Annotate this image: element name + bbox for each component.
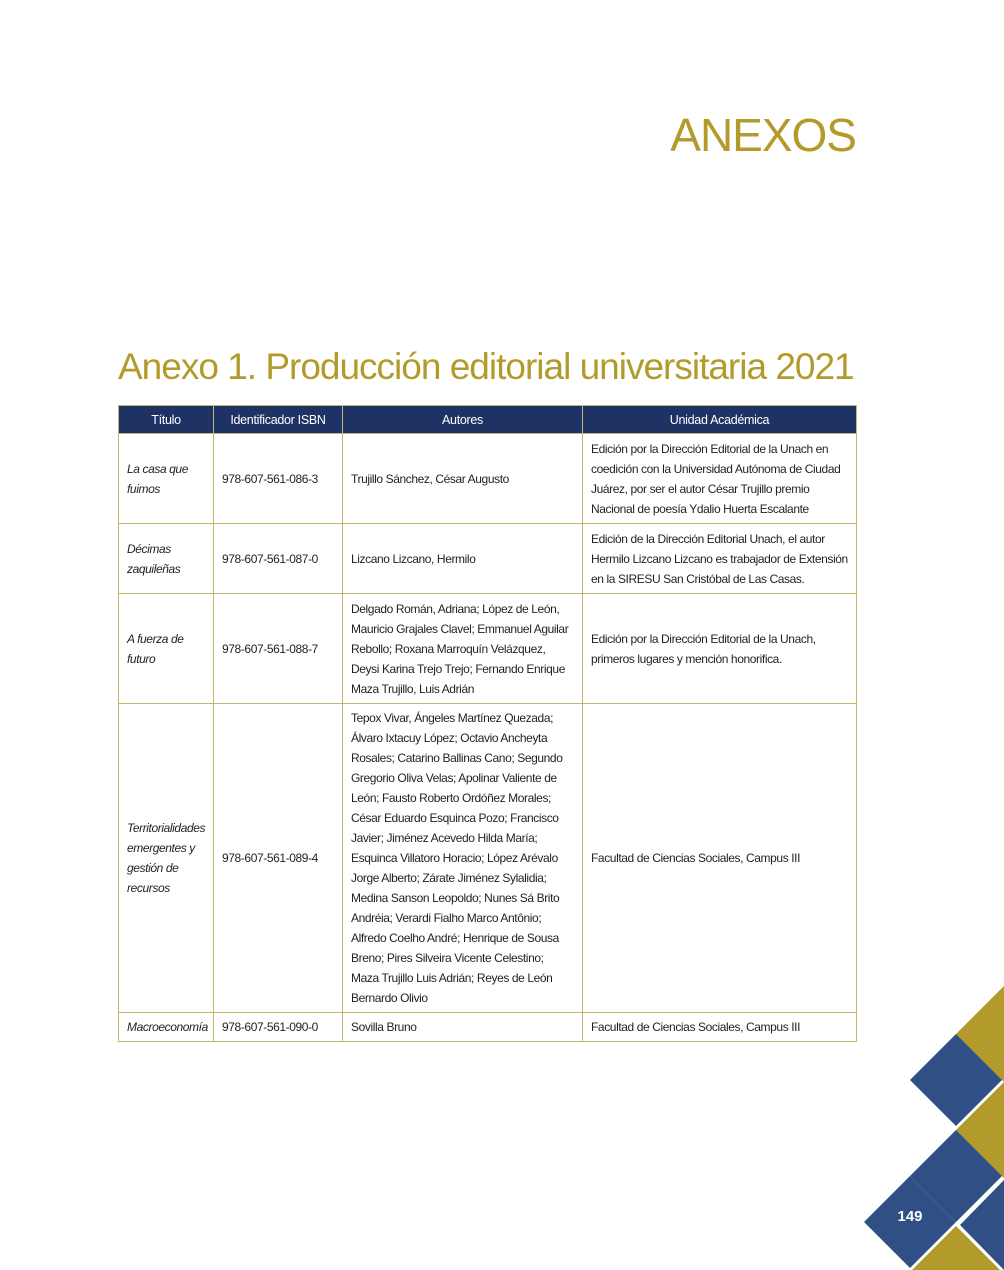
cell-isbn: 978-607-561-086-3 — [214, 434, 343, 524]
cell-isbn: 978-607-561-089-4 — [214, 704, 343, 1013]
cell-autores: Delgado Román, Adriana; López de León, Mauricio Grajales Clavel; Emmanuel Aguilar Rebollo; Roxana Marroquín Velázquez, Deysi Karina Trejo Trejo; Fernando Enrique Maza Trujillo, Luis Adrián — [343, 594, 583, 704]
column-header-isbn: Identificador ISBN — [214, 406, 343, 434]
cell-isbn: 978-607-561-088-7 — [214, 594, 343, 704]
cell-autores: Trujillo Sánchez, César Augusto — [343, 434, 583, 524]
cell-isbn: 978-607-561-090-0 — [214, 1013, 343, 1042]
column-header-unidad: Unidad Académica — [583, 406, 857, 434]
page-number: 149 — [897, 1208, 923, 1225]
cell-titulo: Territorialidades emergentes y gestión de recursos — [119, 704, 214, 1013]
cell-titulo: A fuerza de futuro — [119, 594, 214, 704]
cell-autores: Lizcano Lizcano, Hermilo — [343, 524, 583, 594]
cell-titulo: Macroeconomía — [119, 1013, 214, 1042]
section-title: ANEXOS — [670, 109, 856, 161]
cell-unidad: Facultad de Ciencias Sociales, Campus III — [583, 704, 857, 1013]
annex-title: Anexo 1. Producción editorial universitaria 2021 — [118, 346, 854, 387]
cell-autores: Tepox Vivar, Ángeles Martínez Quezada; Álvaro Ixtacuy López; Octavio Ancheyta Rosales; Catarino Ballinas Cano; Segundo Gregorio Oliva Velas; Apolinar Valiente de León; Fausto Roberto Ordóñez Morales; César Eduardo Esquinca Pozo; Francisco Javier; Jiménez Acevedo Hilda María; Esquinca Villatoro Horacio; López Arévalo Jorge Alberto; Zárate Jiménez Sylalidia; Medina Sanson Leopoldo; Nunes Sá Brito Andréia; Verardi Fialho Marco Antônio; Alfredo Coelho André; Henrique de Sousa Breno; Pires Silveira Vicente Celestino; Maza Trujillo Luis Adrián; Reyes de León Bernardo Olivio — [343, 704, 583, 1013]
cell-unidad: Edición de la Dirección Editorial Unach, el autor Hermilo Lizcano Lizcano es trabajador de Extensión en la SIRESU San Cristóbal de Las Casas. — [583, 524, 857, 594]
column-header-autores: Autores — [343, 406, 583, 434]
cell-unidad: Edición por la Dirección Editorial de la Unach en coedición con la Universidad Autónoma de Ciudad Juárez, por ser el autor César Trujillo premio Nacional de poesía Ydalio Huerta Escalante — [583, 434, 857, 524]
column-header-titulo: Título — [119, 406, 214, 434]
cell-autores: Sovilla Bruno — [343, 1013, 583, 1042]
cell-unidad: Edición por la Dirección Editorial de la Unach, primeros lugares y mención honorifica. — [583, 594, 857, 704]
cell-titulo: La casa que fuimos — [119, 434, 214, 524]
cell-unidad: Facultad de Ciencias Sociales, Campus III — [583, 1013, 857, 1042]
cell-titulo: Décimas zaquileñas — [119, 524, 214, 594]
cell-isbn: 978-607-561-087-0 — [214, 524, 343, 594]
